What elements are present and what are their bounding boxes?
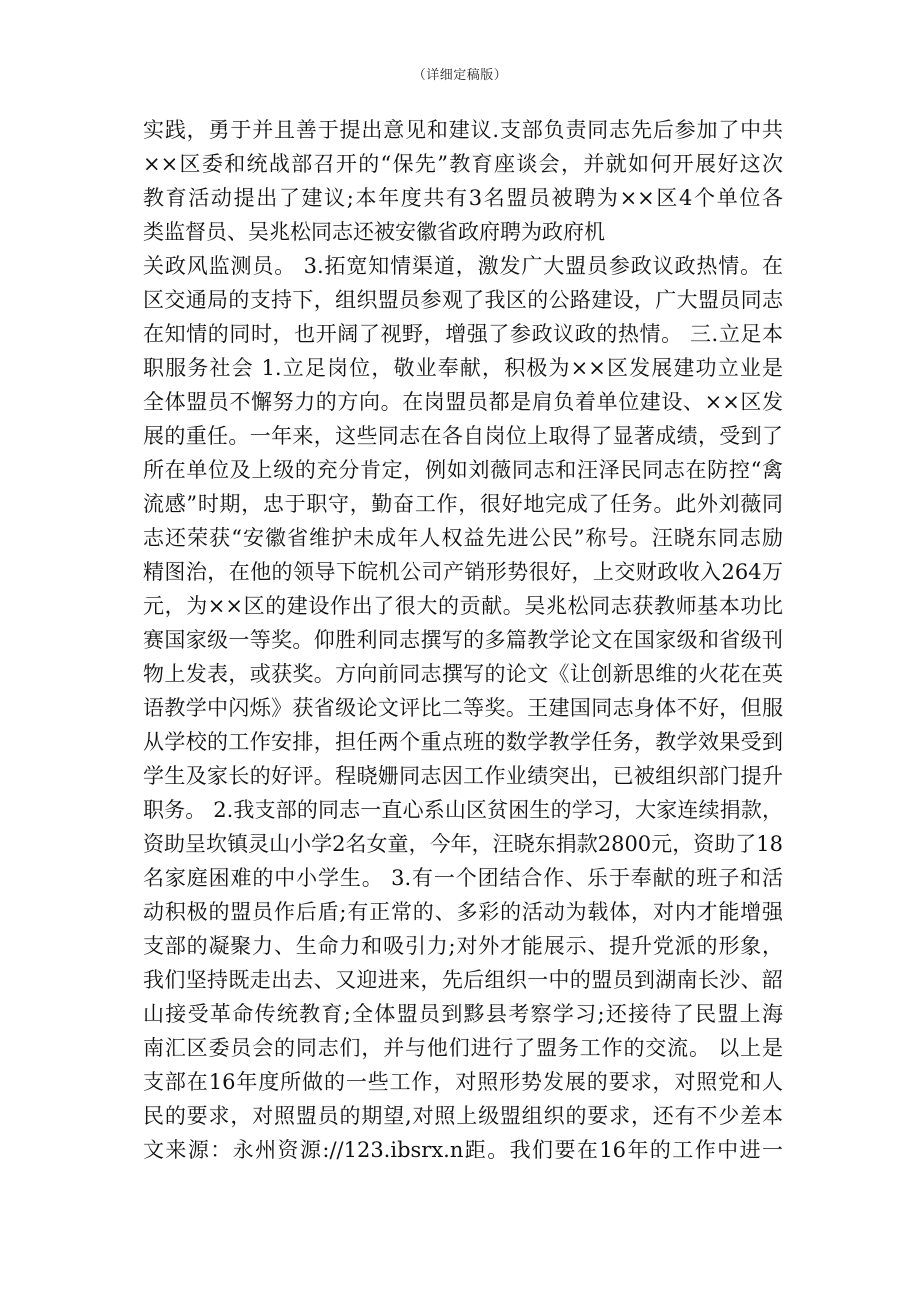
- text-line: 职服务社会 1.立足岗位，敬业奉献，积极为××区发展建功立业是: [143, 356, 783, 380]
- text-line: 资助呈坎镇灵山小学2名女童，今年，汪晓东捐款2800元，资助了18: [143, 832, 783, 856]
- text-line: 元，为××区的建设作出了很大的贡献。吴兆松同志获教师基本功比: [143, 594, 783, 618]
- text-line: 文来源：永州资源://123.ibsrx.n距。我们要在16年的工作中进一: [143, 1138, 783, 1162]
- text-line: 类监督员、吴兆松同志还被安徽省政府聘为政府机: [143, 220, 605, 244]
- text-line: 名家庭困难的中小学生。 3.有一个团结合作、乐于奉献的班子和活: [143, 866, 783, 890]
- text-line: 区交通局的支持下，组织盟员参观了我区的公路建设，广大盟员同志: [143, 288, 783, 312]
- text-line: 动积极的盟员作后盾;有正常的、多彩的活动为载体，对内才能增强: [143, 900, 783, 924]
- text-line: 实践，勇于并且善于提出意见和建议.支部负责同志先后参加了中共: [143, 118, 783, 142]
- text-line: 教育活动提出了建议;本年度共有3名盟员被聘为××区4个单位各: [143, 186, 783, 210]
- text-line: 流感”时期，忠于职守，勤奋工作，很好地完成了任务。此外刘薇同: [143, 492, 783, 516]
- text-line: 民的要求，对照盟员的期望,对照上级盟组织的要求，还有不少差本: [143, 1104, 783, 1128]
- text-line: 关政风监测员。 3.拓宽知情渠道，激发广大盟员参政议政热情。在: [143, 254, 783, 278]
- text-line: 支部的凝聚力、生命力和吸引力;对外才能展示、提升党派的形象，: [143, 934, 783, 958]
- text-line: 全体盟员不懈努力的方向。在岗盟员都是肩负着单位建设、××区发: [143, 390, 783, 414]
- text-line: 南汇区委员会的同志们，并与他们进行了盟务工作的交流。 以上是: [143, 1036, 783, 1060]
- text-line: 展的重任。一年来，这些同志在各自岗位上取得了显著成绩，受到了: [143, 424, 783, 448]
- text-line: 语教学中闪烁》获省级论文评比二等奖。王建国同志身体不好，但服: [143, 696, 783, 720]
- text-line: 精图治，在他的领导下皖机公司产销形势很好，上交财政收入264万: [143, 560, 783, 584]
- text-line: 志还荣获“安徽省维护未成年人权益先进公民”称号。汪晓东同志励: [143, 526, 783, 550]
- text-line: 所在单位及上级的充分肯定，例如刘薇同志和汪泽民同志在防控“禽: [143, 458, 783, 482]
- text-line: 山接受革命传统教育;全体盟员到黟县考察学习;还接待了民盟上海: [143, 1002, 783, 1026]
- text-line: 学生及家长的好评。程晓姗同志因工作业绩突出，已被组织部门提升: [143, 764, 783, 788]
- text-line: 职务。 2.我支部的同志一直心系山区贫困生的学习，大家连续捐款，: [143, 798, 783, 822]
- text-line: 支部在16年度所做的一些工作，对照形势发展的要求，对照党和人: [143, 1070, 783, 1094]
- page-header: （详细定稿版）: [412, 68, 508, 83]
- text-line: 赛国家级一等奖。仰胜利同志撰写的多篇教学论文在国家级和省级刊: [143, 628, 783, 652]
- text-line: 我们坚持既走出去、又迎进来，先后组织一中的盟员到湖南长沙、韶: [143, 968, 783, 992]
- text-line: ××区委和统战部召开的“保先”教育座谈会，并就如何开展好这次: [143, 152, 783, 176]
- text-line: 物上发表，或获奖。方向前同志撰写的论文《让创新思维的火花在英: [143, 662, 783, 686]
- body-text: [143, 113, 783, 1167]
- text-line: 在知情的同时，也开阔了视野，增强了参政议政的热情。 三.立足本: [143, 322, 783, 346]
- text-line: 从学校的工作安排，担任两个重点班的数学教学任务，教学效果受到: [143, 730, 783, 754]
